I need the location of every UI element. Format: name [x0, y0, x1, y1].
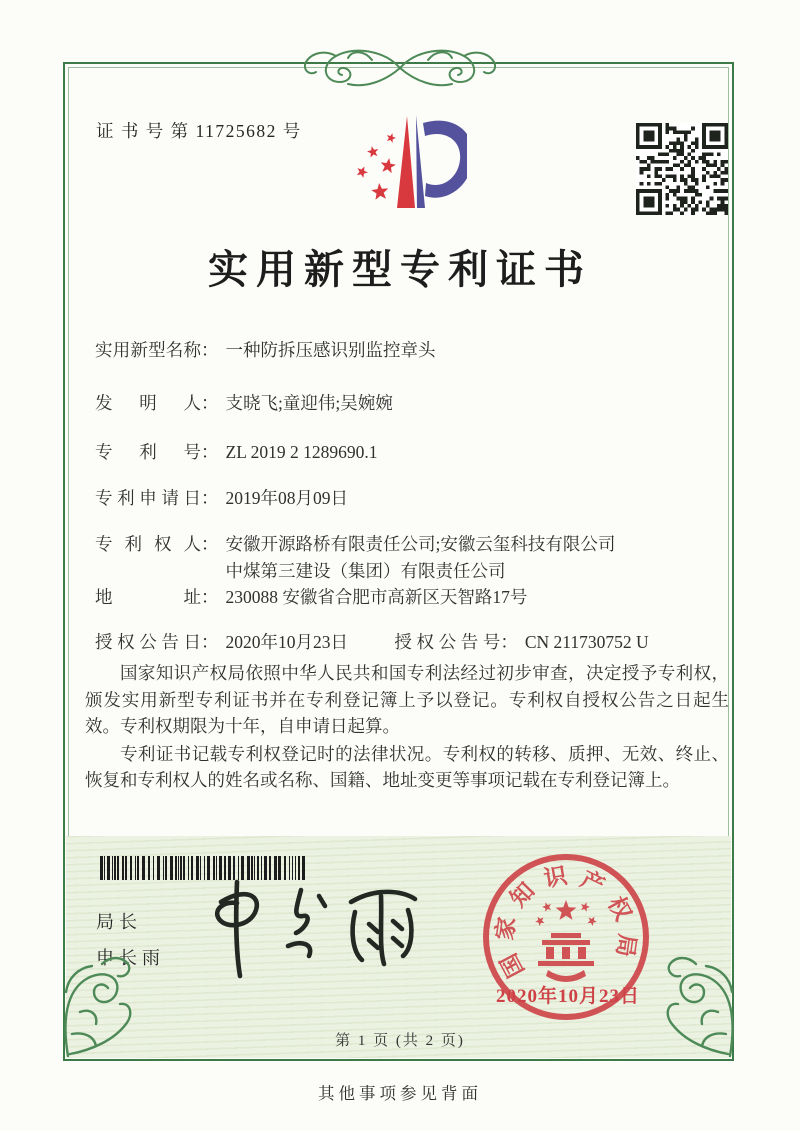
- svg-text:局: 局: [611, 932, 640, 959]
- field-value: [226, 531, 616, 585]
- colon: ：: [201, 340, 219, 360]
- field-label: 授权公告号: [394, 632, 501, 652]
- svg-text:识: 识: [541, 863, 569, 892]
- director-name: 申长雨: [96, 948, 165, 968]
- certificate-title: 实用新型专利证书: [208, 247, 592, 292]
- svg-text:产: 产: [576, 866, 609, 899]
- field-label: 发明人: [95, 393, 201, 413]
- field-value: 2020年10月23日: [225, 632, 348, 652]
- legal-paragraph-2: 专利证书记载专利权登记时的法律状况。专利权的转移、质押、无效、终止、恢复和专利权人的姓名或名称、国籍、地址变更等事项记载在专利登记簿上。: [85, 743, 729, 790]
- field-value: 一种防拆压感识别监控章头: [225, 340, 436, 360]
- field-row-filing-date: [95, 485, 348, 510]
- svg-text:国: 国: [496, 949, 529, 982]
- colon: ：: [201, 393, 219, 413]
- field-value: 2019年08月09日: [225, 488, 348, 508]
- field-label: 实用新型名称: [95, 340, 201, 360]
- field-label: 专利号: [95, 442, 201, 462]
- field-label: 地址: [95, 587, 201, 607]
- page-number: 第 1 页 (共 2 页): [335, 1033, 465, 1049]
- field-value: 支晓飞;童迎伟;吴婉婉: [225, 393, 393, 413]
- patentee-line-1: 安徽开源路桥有限责任公司;安徽云玺科技有限公司: [225, 534, 616, 554]
- seal-date: 2020年10月23日: [495, 986, 640, 1007]
- field-label: 专利申请日: [95, 488, 201, 508]
- patentee-line-2: 中煤第三建设（集团）有限责任公司: [225, 561, 506, 581]
- signature-autograph-icon: [185, 866, 435, 988]
- grant-number-pair: [394, 632, 648, 652]
- qr-code-icon: [636, 123, 728, 215]
- cnipa-logo-icon: [335, 110, 467, 224]
- svg-text:家: 家: [492, 915, 521, 942]
- director-title: 局长: [96, 912, 142, 932]
- field-label: 专利权人: [95, 534, 201, 554]
- field-value: ZL 2019 2 1289690.1: [225, 442, 378, 462]
- legal-paragraph-1: 国家知识产权局依照中华人民共和国专利法经过初步审查，决定授予专利权，颁发实用新型专利证书并在专利登记簿上予以登记。专利权自授权公告之日起生效。专利权期限为十年，自申请日起算。: [85, 663, 729, 736]
- field-value: 230088 安徽省合肥市高新区天智路17号: [225, 587, 528, 607]
- svg-text:知: 知: [505, 877, 540, 912]
- colon: ：: [201, 587, 219, 607]
- field-label: 授权公告日: [95, 632, 201, 652]
- svg-text:权: 权: [603, 892, 636, 925]
- colon: ：: [500, 632, 518, 652]
- colon: ：: [201, 442, 219, 462]
- colon: ：: [201, 488, 219, 508]
- colon: ：: [201, 632, 219, 652]
- field-row-patentee: [95, 531, 615, 585]
- certificate-number: 证 书 号 第 11725682 号: [96, 121, 302, 141]
- back-side-note: 其他事项参见背面: [318, 1084, 482, 1103]
- official-seal-icon: [460, 833, 672, 1045]
- field-row-patent-number: [95, 439, 377, 464]
- field-value: CN 211730752 U: [524, 632, 649, 652]
- grant-date-pair: [95, 632, 348, 652]
- colon: ：: [201, 534, 219, 554]
- field-row-grant: [95, 629, 649, 654]
- field-row-utility-name: [95, 337, 436, 362]
- legal-text-block: [85, 660, 729, 795]
- field-row-inventors: [95, 390, 393, 415]
- field-row-address: [95, 584, 527, 609]
